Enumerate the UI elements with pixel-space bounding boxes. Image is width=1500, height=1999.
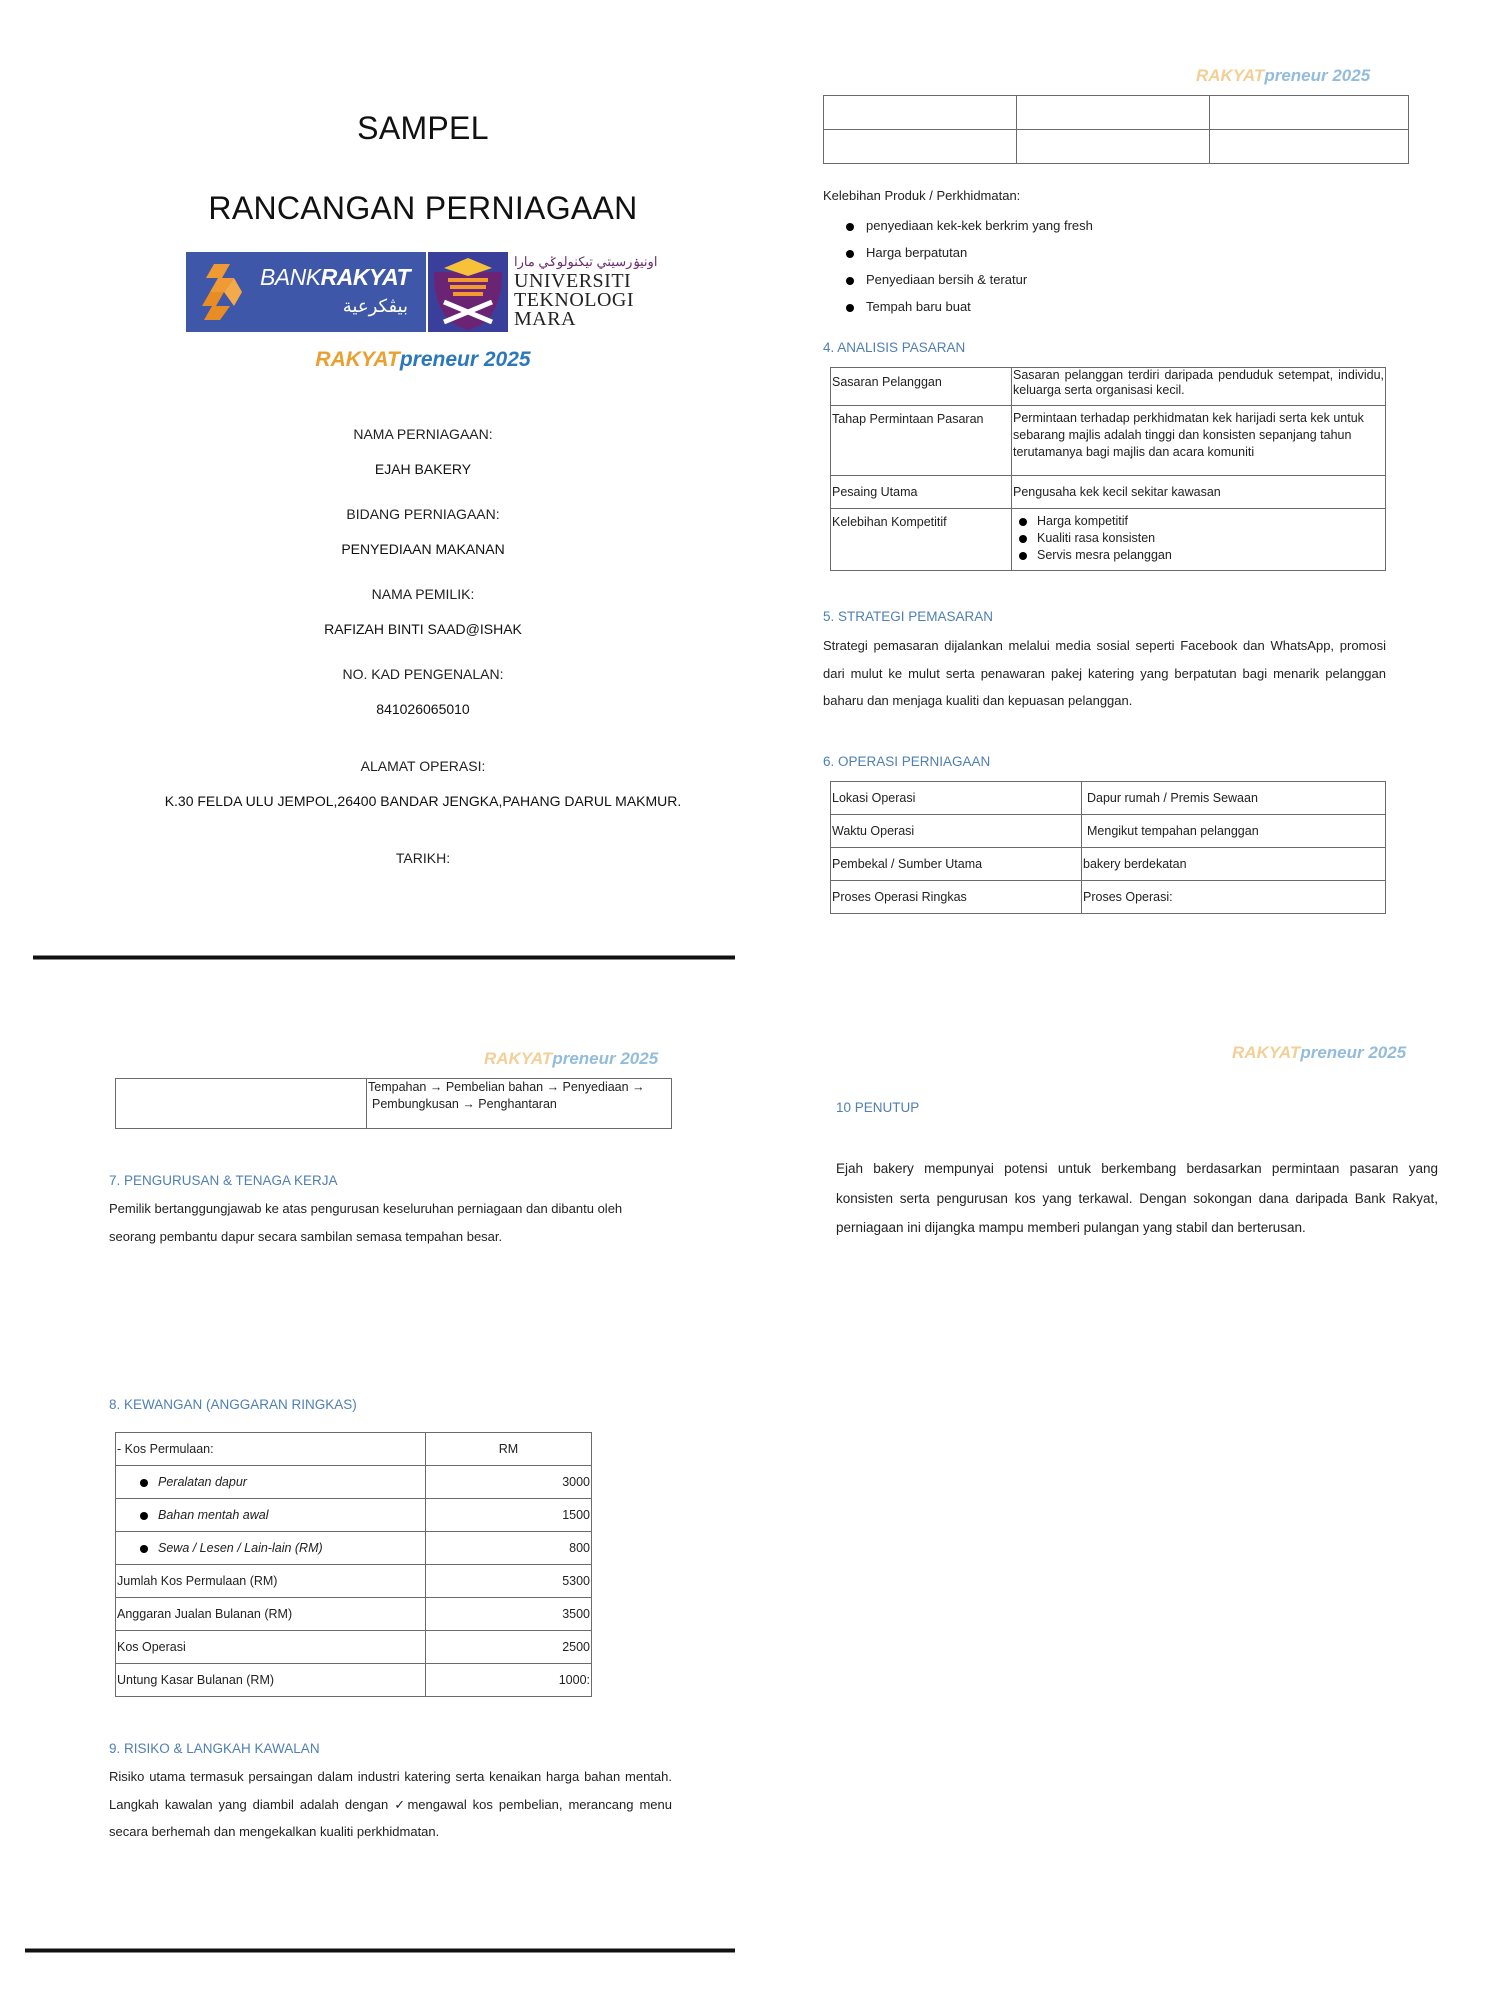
table-cell-value: Dapur rumah / Premis Sewaan — [1082, 782, 1386, 815]
cover-title-rancangan: RANCANGAN PERNIAGAAN — [208, 190, 638, 226]
list-item-text: Tempah baru buat — [866, 299, 971, 314]
section10-heading: 10 PENUTUP — [836, 1100, 920, 1115]
brand-rakyat: RAKYAT — [1196, 66, 1265, 85]
bullet-icon — [1019, 535, 1027, 543]
table-cell-label: Sewa / Lesen / Lain-lain (RM) — [158, 1541, 323, 1555]
table-cell-value: Pengusaha kek kecil sekitar kawasan — [1012, 476, 1386, 509]
bullet-icon — [140, 1545, 148, 1553]
empty-cell — [824, 96, 1017, 130]
table-cell-value: Proses Operasi: — [1082, 881, 1386, 914]
table-cell-label: Pesaing Utama — [831, 476, 1012, 509]
bullet-icon — [846, 250, 854, 258]
label-alamat: ALAMAT OPERASI: — [360, 758, 486, 774]
table-cell-label: Proses Operasi Ringkas — [831, 881, 1082, 914]
table-row — [831, 368, 1386, 406]
table-row — [116, 1664, 592, 1697]
label-nama-pemilik: NAMA PEMILIK: — [371, 586, 475, 602]
table-cell-label: Peralatan dapur — [158, 1475, 247, 1489]
table-cell-label: Tahap Permintaan Pasaran — [831, 406, 1012, 476]
table-cell-label: Kos Operasi — [116, 1631, 426, 1664]
empty-cell — [1017, 130, 1210, 164]
analisis-pasaran-table — [830, 367, 1386, 571]
value-no-kad: 841026065010 — [376, 701, 470, 717]
section4-heading: 4. ANALISIS PASARAN — [823, 340, 966, 355]
section5-text: Strategi pemasaran dijalankan melalui media sosial seperti Facebook dan WhatsApp, promosi dari mulut ke mulut serta penawaran pakej katering yang berpatutan bagi menarik pelanggan baharu dan menjaga kualiti dan kepuasan pelanggan. — [823, 638, 1386, 708]
brand-preneur: preneur 2025 — [552, 1049, 659, 1068]
table-row — [831, 476, 1386, 509]
section7-heading: 7. PENGURUSAN & TENAGA KERJA — [109, 1173, 338, 1188]
kelebihan-list — [846, 218, 1093, 326]
uitm-crest-icon — [428, 252, 508, 332]
brand-rakyat: RAKYAT — [315, 348, 400, 371]
table-cell-label: Untung Kasar Bulanan (RM) — [116, 1664, 426, 1697]
empty-table — [823, 95, 1409, 164]
bullet-icon — [846, 223, 854, 231]
section6-heading: 6. OPERASI PERNIAGAAN — [823, 754, 991, 769]
kelebihan-title: Kelebihan Produk / Perkhidmatan: — [823, 188, 1021, 203]
list-item-text: Servis mesra pelanggan — [1037, 548, 1172, 562]
page2-brand — [1196, 66, 1370, 86]
table-row — [116, 1079, 672, 1129]
list-item-text: Penyediaan bersih & teratur — [866, 272, 1028, 287]
table-cell-value: 1000: — [426, 1664, 592, 1697]
brand-preneur: preneur 2025 — [1300, 1043, 1407, 1062]
brand-rakyat: RAKYAT — [1232, 1043, 1301, 1062]
table-cell-value: 3500 — [426, 1598, 592, 1631]
uitm-line3: MARA — [514, 308, 577, 330]
label-nama-perniagaan: NAMA PERNIAGAAN: — [353, 426, 493, 442]
section9-heading: 9. RISIKO & LANGKAH KAWALAN — [109, 1741, 320, 1756]
table-row — [116, 1598, 592, 1631]
list-item — [846, 218, 1093, 245]
table-row — [116, 1565, 592, 1598]
page-separator — [25, 1948, 735, 1953]
table-row — [831, 848, 1386, 881]
table-cell-value: Permintaan terhadap perkhidmatan kek harijadi serta kek untuk sebarang majlis adalah tinggi dan konsisten sepanjang tahun terutamanya bagi majlis dan acara komuniti — [1012, 406, 1386, 476]
table-cell-value: Sasaran pelanggan terdiri daripada penduduk setempat, individu, keluarga serta organisasi kecil. — [1012, 368, 1386, 406]
list-item — [1019, 514, 1384, 531]
cover-brand — [223, 348, 623, 372]
table-row — [831, 406, 1386, 476]
uitm-line1: UNIVERSITI — [514, 270, 632, 292]
table-row — [831, 881, 1386, 914]
section9-text: Risiko utama termasuk persaingan dalam industri katering serta kenaikan harga bahan mentah. Langkah kawalan yang diambil adalah dengan ✓mengawal kos pembelian, merancang menu secara berhemah dan mengekalkan kualiti perkhidmatan. — [109, 1769, 672, 1839]
list-item-text: Harga berpatutan — [866, 245, 968, 260]
list-item-text: penyediaan kek-kek berkrim yang fresh — [866, 218, 1093, 233]
label-tarikh: TARIKH: — [395, 850, 451, 866]
bullet-icon — [140, 1512, 148, 1520]
table-cell-label: Anggaran Jualan Bulanan (RM) — [116, 1598, 426, 1631]
table-cell-label: Waktu Operasi — [831, 815, 1082, 848]
list-item-text: Harga kompetitif — [1037, 514, 1129, 528]
table-cell-label: Bahan mentah awal — [158, 1508, 269, 1522]
table-cell-label: Jumlah Kos Permulaan (RM) — [116, 1565, 426, 1598]
bank-rakyat-emblem-icon — [200, 262, 244, 322]
label-no-kad: NO. KAD PENGENALAN: — [342, 666, 504, 682]
uitm-logo — [428, 252, 658, 332]
page4-brand — [1232, 1043, 1406, 1063]
table-cell-value: Mengikut tempahan pelanggan — [1082, 815, 1386, 848]
brand-preneur: preneur 2025 — [399, 348, 531, 371]
label-bidang-perniagaan: BIDANG PERNIAGAAN: — [346, 506, 500, 522]
table-row — [831, 815, 1386, 848]
uitm-line2: TEKNOLOGI — [514, 289, 635, 311]
empty-cell — [1210, 130, 1409, 164]
section10-text: Ejah bakery mempunyai potensi untuk berkembang berdasarkan permintaan pasaran yang konsisten serta pengurusan kos yang terkawal. Dengan sokongan dana daripada Bank Rakyat, perniagaan ini dijangka mampu memberi pulangan yang stabil dan berterusan. — [836, 1161, 1438, 1235]
table-row — [116, 1466, 592, 1499]
table-cell-label: Sasaran Pelanggan — [831, 368, 1012, 406]
table-row — [116, 1433, 592, 1466]
cover-title-sampel: SAMPEL — [357, 110, 489, 146]
bullet-icon — [1019, 552, 1027, 560]
bullet-icon — [140, 1479, 148, 1487]
process-line-2: Pembungkusan → Penghantaran — [372, 1097, 557, 1111]
table-cell-value: 800 — [426, 1532, 592, 1565]
list-item-text: Kualiti rasa konsisten — [1037, 531, 1156, 545]
table-cell-label: Kelebihan Kompetitif — [831, 509, 1012, 571]
value-nama-perniagaan: EJAH BAKERY — [374, 461, 472, 477]
process-line-1: Tempahan → Pembelian bahan → Penyediaan → — [368, 1080, 645, 1094]
bullet-icon — [846, 304, 854, 312]
list-item — [846, 299, 1093, 326]
table-cell-label: Lokasi Operasi — [831, 782, 1082, 815]
empty-cell — [116, 1079, 367, 1129]
section8-heading: 8. KEWANGAN (ANGGARAN RINGKAS) — [109, 1397, 357, 1412]
list-item — [846, 272, 1093, 299]
section5-heading: 5. STRATEGI PEMASARAN — [823, 609, 994, 624]
brand-rakyat: RAKYAT — [484, 1049, 553, 1068]
table-row — [831, 782, 1386, 815]
table-cell-header: RM — [426, 1433, 592, 1466]
bank-rakyat-text-bold: RAKYAT — [320, 264, 411, 290]
uitm-jawi-text: اونيۏرسيتي تيكنولوݢي مارا — [514, 254, 658, 269]
table-cell-value: 3000 — [426, 1466, 592, 1499]
bank-rakyat-text-light: BANK — [260, 264, 321, 290]
value-bidang-perniagaan: PENYEDIAAN MAKANAN — [341, 541, 505, 557]
table-row — [116, 1532, 592, 1565]
table-cell-value: 1500 — [426, 1499, 592, 1532]
bullet-icon — [1019, 518, 1027, 526]
brand-preneur: preneur 2025 — [1264, 66, 1371, 85]
page-separator — [33, 955, 735, 960]
table-cell-label: - Kos Permulaan: — [116, 1433, 426, 1466]
value-alamat: K.30 FELDA ULU JEMPOL,26400 BANDAR JENGKA,PAHANG DARUL MAKMUR. — [164, 793, 682, 809]
page3-brand — [484, 1049, 658, 1069]
empty-cell — [824, 130, 1017, 164]
kewangan-table — [115, 1432, 592, 1697]
table-row — [116, 1631, 592, 1664]
bullet-icon — [846, 277, 854, 285]
table-row — [116, 1499, 592, 1532]
empty-cell — [1017, 96, 1210, 130]
table-cell-label: Pembekal / Sumber Utama — [831, 848, 1082, 881]
table-row — [831, 509, 1386, 571]
list-item — [846, 245, 1093, 272]
process-table — [115, 1078, 672, 1129]
value-nama-pemilik: RAFIZAH BINTI SAAD@ISHAK — [324, 621, 522, 637]
table-cell-value — [1012, 509, 1386, 571]
list-item — [1019, 531, 1384, 548]
empty-cell — [1210, 96, 1409, 130]
table-cell-value: bakery berdekatan — [1082, 848, 1386, 881]
table-cell-value: 5300 — [426, 1565, 592, 1598]
table-cell-value: 2500 — [426, 1631, 592, 1664]
section7-text: Pemilik bertanggungjawab ke atas pengurusan keseluruhan perniagaan dan dibantu oleh seorang pembantu dapur secara sambilan semasa tempahan besar. — [109, 1201, 623, 1244]
bank-rakyat-arabic: بيڤكرعية — [342, 296, 408, 316]
bank-rakyat-logo — [186, 252, 426, 332]
operasi-table — [830, 781, 1386, 914]
list-item — [1019, 548, 1384, 565]
